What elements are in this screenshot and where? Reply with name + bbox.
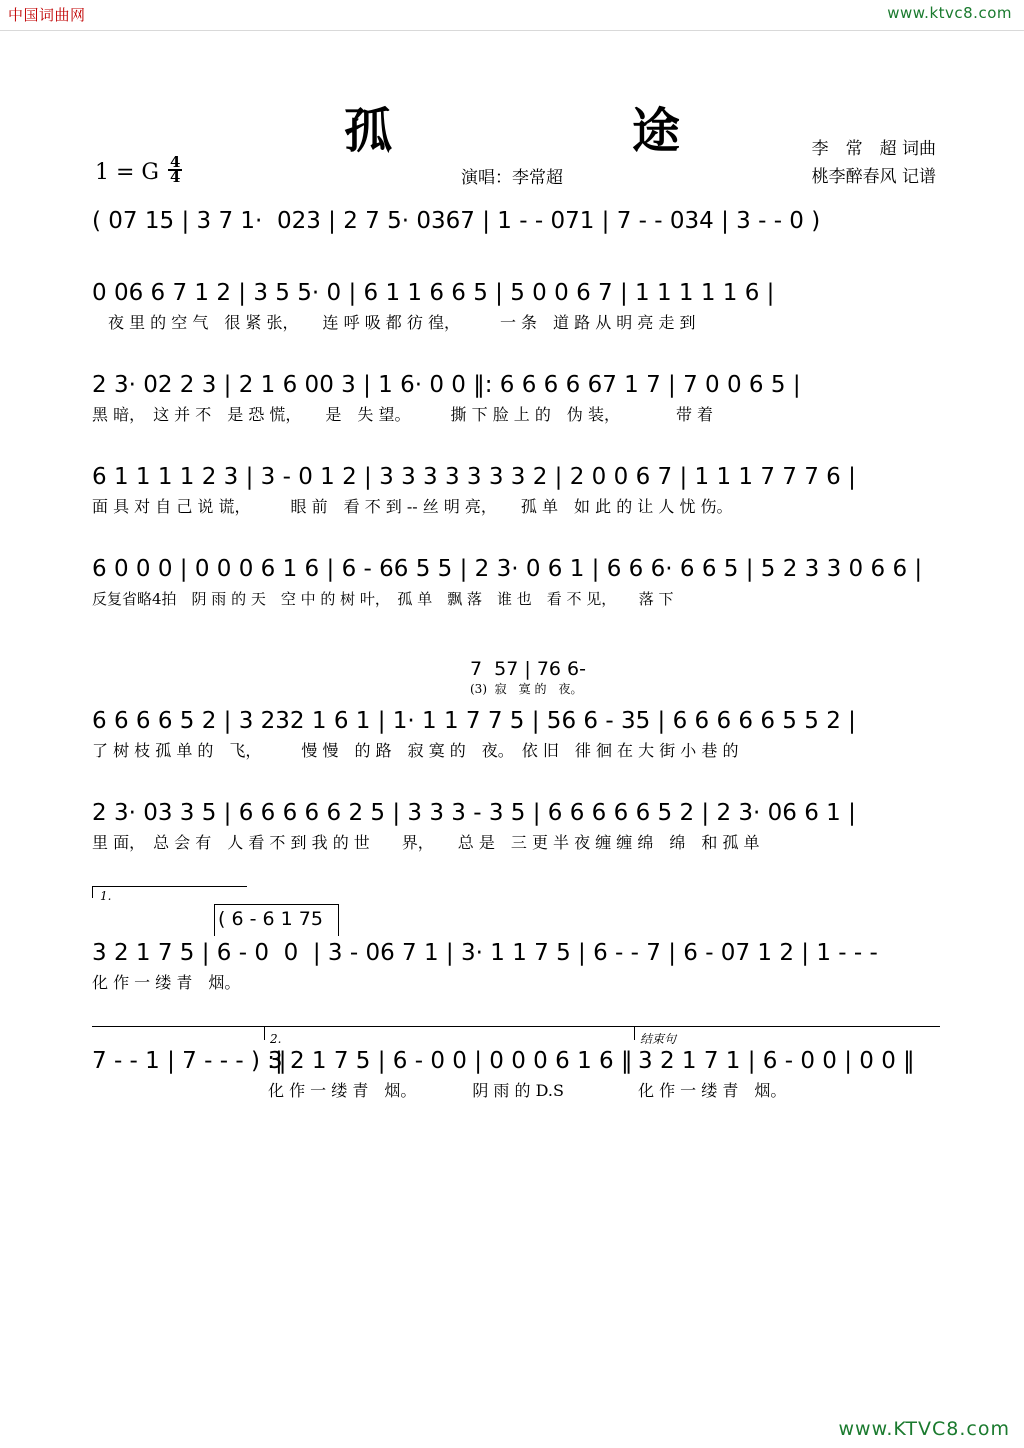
lyricist-composer-credit: 李 常 超 词曲	[811, 139, 936, 159]
page-title: 孤 途	[343, 103, 728, 159]
coda-lyrics-line: 化 作 一 缕 青 烟。	[638, 1081, 787, 1100]
first-ending-number: 1.	[100, 889, 112, 903]
notation-line: 2 3· 03 3 5 | 6 6 6 6 6 2 5 | 3 3 3 - 3 5 | 6 6 6 6 6 5 2 | 2 3· 06 6 1 |	[92, 800, 856, 826]
ossia-bracket-left	[214, 904, 215, 936]
music-system-1	[92, 278, 940, 334]
music-system-8	[268, 1046, 633, 1102]
music-system-6	[92, 798, 940, 854]
first-ending-number-wrap	[100, 887, 160, 905]
music-system-2	[92, 370, 940, 426]
music-system-intro	[92, 206, 940, 236]
ossia-alt-phrase	[218, 908, 358, 930]
notation-line: ( 07 15 | 3 7 1· 023 | 2 7 5· 0367 | 1 - - 071 | 7 - - 034 | 3 - - 0 )	[92, 208, 821, 234]
score-sheet	[0, 30, 1024, 1448]
singer-credit: 演唱：李常超	[461, 168, 563, 188]
notation-line: 3 2 1 7 5 | 6 - 0 0 | 3 - 06 7 1 | 3· 1 1 7 5 | 6 - - 7 | 6 - 07 1 2 | 1 - - -	[92, 940, 878, 966]
lyrics-line: 反复省略4拍 阴 雨 的 天 空 中 的 树 叶， 孤 单 飘 落 谁 也 看 不 见， 落 下	[92, 590, 674, 608]
music-system-7	[92, 938, 940, 994]
site-url: www.ktvc8.com	[887, 4, 1012, 22]
notation-line: 6 1 1 1 1 2 3 | 3 - 0 1 2 | 3 3 3 3 3 3 3 2 | 2 0 0 6 7 | 1 1 1 7 7 7 6 |	[92, 464, 856, 490]
credits-block	[812, 135, 936, 191]
lyrics-line: 夜 里 的 空 气 很 紧 张， 连 呼 吸 都 彷 徨， 一 条 道 路 从 明 亮 走 到	[92, 313, 696, 332]
second-ending-bracket-tick	[264, 1026, 265, 1040]
key-label: 1 = G	[95, 159, 159, 185]
notation-line: 2 3· 02 2 3 | 2 1 6 00 3 | 1 6· 0 0 ‖: 6 6 6 6 67 1 7 | 7 0 0 6 5 |	[92, 372, 801, 398]
coda-label: 结束句	[640, 1032, 677, 1046]
second-ending-number: 2.	[270, 1032, 282, 1046]
notation-line: 7 - - 1 | 7 - - - ) :‖	[92, 1048, 287, 1074]
time-signature-numerator: 4	[170, 153, 181, 171]
ossia-notation-line: 7 57 | 76 6-	[470, 658, 586, 680]
music-system-3	[92, 462, 940, 518]
lyrics-line: 了 树 枝 孤 单 的 飞， 慢 慢 的 路 寂 寞 的 夜。 依 旧 徘 徊 在 大 街 小 巷 的	[92, 741, 739, 760]
time-signature-denominator: 4	[170, 168, 181, 186]
first-ending-bracket-tick	[92, 886, 93, 898]
notation-line: 6 0 0 0 | 0 0 0 6 1 6 | 6 - 66 5 5 | 2 3· 0 6 1 | 6 6 6· 6 6 5 | 5 2 3 3 0 6 6 |	[92, 556, 923, 582]
notation-line: 6 6 6 6 5 2 | 3 232 1 6 1 | 1· 1 1 7 7 5 | 56 6 - 35 | 6 6 6 6 6 5 5 2 |	[92, 708, 856, 734]
time-signature	[168, 153, 182, 186]
second-ending-bracket	[92, 1026, 940, 1027]
lyrics-line: 面 具 对 自 己 说 谎， 眼 前 看 不 到 -- 丝 明 亮， 孤 单 如 此 的 让 人 忧 伤。	[92, 497, 733, 516]
notation-line: 0 06 6 7 1 2 | 3 5 5· 0 | 6 1 1 6 6 5 | 5 0 0 6 7 | 1 1 1 1 1 6 |	[92, 280, 775, 306]
music-system-4	[92, 554, 940, 610]
lyrics-line: 化 作 一 缕 青 烟。	[92, 973, 241, 992]
site-name-chinese: 中国词曲网	[8, 6, 86, 24]
coda-notation-line: 3 2 1 7 1 | 6 - 0 0 | 0 0 ‖	[638, 1048, 915, 1074]
ossia-lyrics-line: (3) 寂 寞 的 夜。	[470, 682, 583, 696]
music-system-5-ossia	[470, 658, 770, 697]
ossia-notation-line: ( 6 - 6 1 75	[218, 908, 323, 930]
top-bar	[0, 0, 1024, 31]
music-system-8-pre	[92, 1046, 287, 1076]
lyrics-line: 化 作 一 缕 青 烟。 阴 雨 的 D.S	[268, 1081, 564, 1100]
coda-bracket-tick	[634, 1026, 635, 1040]
lyrics-line: 黑 暗， 这 并 不 是 恐 慌， 是 失 望。 撕 下 脸 上 的 伪 装， 带 着	[92, 405, 714, 424]
ossia-bracket-top	[214, 904, 339, 905]
lyrics-line: 里 面， 总 会 有 人 看 不 到 我 的 世 界， 总 是 三 更 半 夜 缠 缠 绵 绵 和 孤 单	[92, 833, 760, 852]
footer-watermark: www.KTVC8.com	[838, 1418, 1010, 1440]
notation-line: 3 2 1 7 5 | 6 - 0 0 | 0 0 0 6 1 6 ‖	[268, 1048, 633, 1074]
key-signature	[95, 153, 182, 186]
music-system-5	[92, 706, 940, 762]
music-system-8-coda	[638, 1046, 938, 1102]
notation-credit: 桃李醉春风 记谱	[811, 167, 936, 187]
